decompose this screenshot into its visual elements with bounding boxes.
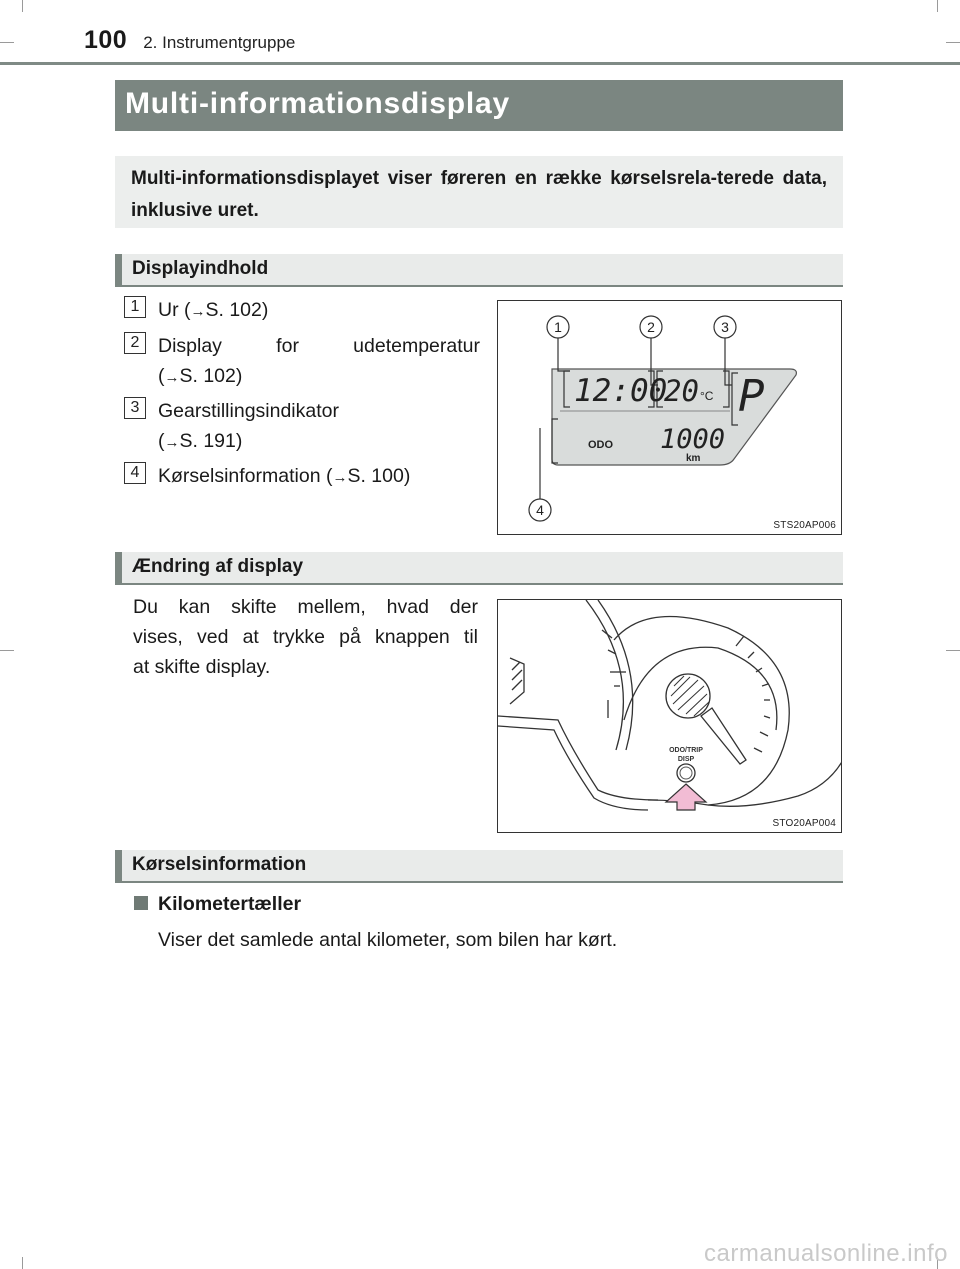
arrow-icon: → [332, 469, 348, 486]
item-label: Display for udetemperatur [158, 335, 480, 357]
cluster-diagram [498, 600, 842, 833]
page-reference[interactable]: S. 100) [347, 465, 411, 487]
page-header [84, 26, 295, 56]
item-text [158, 294, 480, 328]
item-text [158, 425, 480, 459]
list-item [115, 330, 480, 394]
figure-code: STO20AP004 [772, 818, 836, 829]
callout-number: 2 [124, 332, 146, 354]
body-text: Viser det samlede antal kilometer, som bilen har kørt. [158, 929, 618, 951]
section-header-korselsinformation [115, 850, 843, 883]
item-label: Kørselsinformation ( [158, 465, 333, 487]
page-reference[interactable]: S. 102) [205, 299, 269, 321]
clock-readout: 12:00 [574, 373, 668, 409]
callout-number: 4 [124, 462, 146, 484]
odo-label: ODO [588, 439, 614, 451]
list-item [115, 460, 480, 492]
paragraph-line: vises, ved at trykke på knappen til [133, 626, 478, 648]
gear-indicator: P [738, 371, 765, 422]
figure-code: STS20AP006 [773, 520, 836, 531]
press-arrow-icon [666, 784, 706, 810]
section-title: Ændring af display [132, 556, 304, 577]
callout-label: 1 [554, 319, 562, 335]
item-text [158, 360, 480, 394]
page-title-bar [115, 80, 843, 131]
page-number: 100 [84, 26, 128, 54]
intro-box [115, 156, 843, 228]
crop-mark [22, 0, 23, 12]
page-reference[interactable]: S. 191) [179, 430, 243, 452]
page-title: Multi-informationsdisplay [125, 87, 511, 120]
item-label: Gearstillingsindikator [158, 400, 339, 422]
sub-heading-text: Kilometertæller [158, 893, 302, 915]
header-rule [0, 62, 960, 65]
list-item [115, 294, 480, 326]
item-label-continued: ( [158, 365, 165, 387]
square-bullet-icon [134, 896, 148, 910]
section-title: Displayindhold [132, 258, 269, 279]
list-item [115, 395, 480, 459]
cluster-illustration [497, 599, 842, 833]
item-label: Ur ( [158, 299, 191, 321]
section-header-aendring-af-display [115, 552, 843, 585]
item-text [158, 460, 480, 494]
odometer-unit: km [686, 453, 701, 464]
callout-label: 2 [647, 319, 655, 335]
crop-mark [22, 1257, 23, 1269]
item-label-continued: ( [158, 430, 165, 452]
temperature-unit: °C [700, 389, 714, 403]
display-illustration [497, 300, 842, 535]
crop-mark [0, 42, 14, 43]
arrow-icon: → [190, 303, 206, 320]
gauge-knob [666, 674, 710, 718]
sub-heading [134, 893, 301, 916]
section-title: Kørselsinformation [132, 854, 307, 875]
button-label: ODO/TRIP [669, 747, 703, 754]
callout-number: 1 [124, 296, 146, 318]
button-label: DISP [677, 756, 695, 763]
crop-mark [0, 650, 14, 651]
crop-mark [937, 0, 938, 12]
chapter-title: 2. Instrumentgruppe [143, 33, 296, 52]
crop-mark [946, 42, 960, 43]
paragraph [133, 592, 478, 682]
callout-number: 3 [124, 397, 146, 419]
intro-text: Multi-informationsdisplayet viser føreren en række kørselsrela-terede data, inklusive uret. [131, 168, 827, 221]
arrow-icon: → [164, 434, 180, 451]
temperature-readout: 20 [664, 374, 699, 408]
crop-mark [946, 650, 960, 651]
page-reference[interactable]: S. 102) [179, 365, 243, 387]
display-diagram [498, 301, 842, 535]
watermark: carmanualsonline.info [704, 1240, 948, 1267]
section-header-displayindhold [115, 254, 843, 287]
callout-label: 4 [536, 502, 544, 518]
odometer-readout: 1000 [660, 424, 726, 455]
paragraph-line: Du kan skifte mellem, hvad der [133, 596, 478, 618]
callout-label: 3 [721, 319, 729, 335]
paragraph-line: at skifte display. [133, 656, 271, 678]
arrow-icon: → [164, 369, 180, 386]
